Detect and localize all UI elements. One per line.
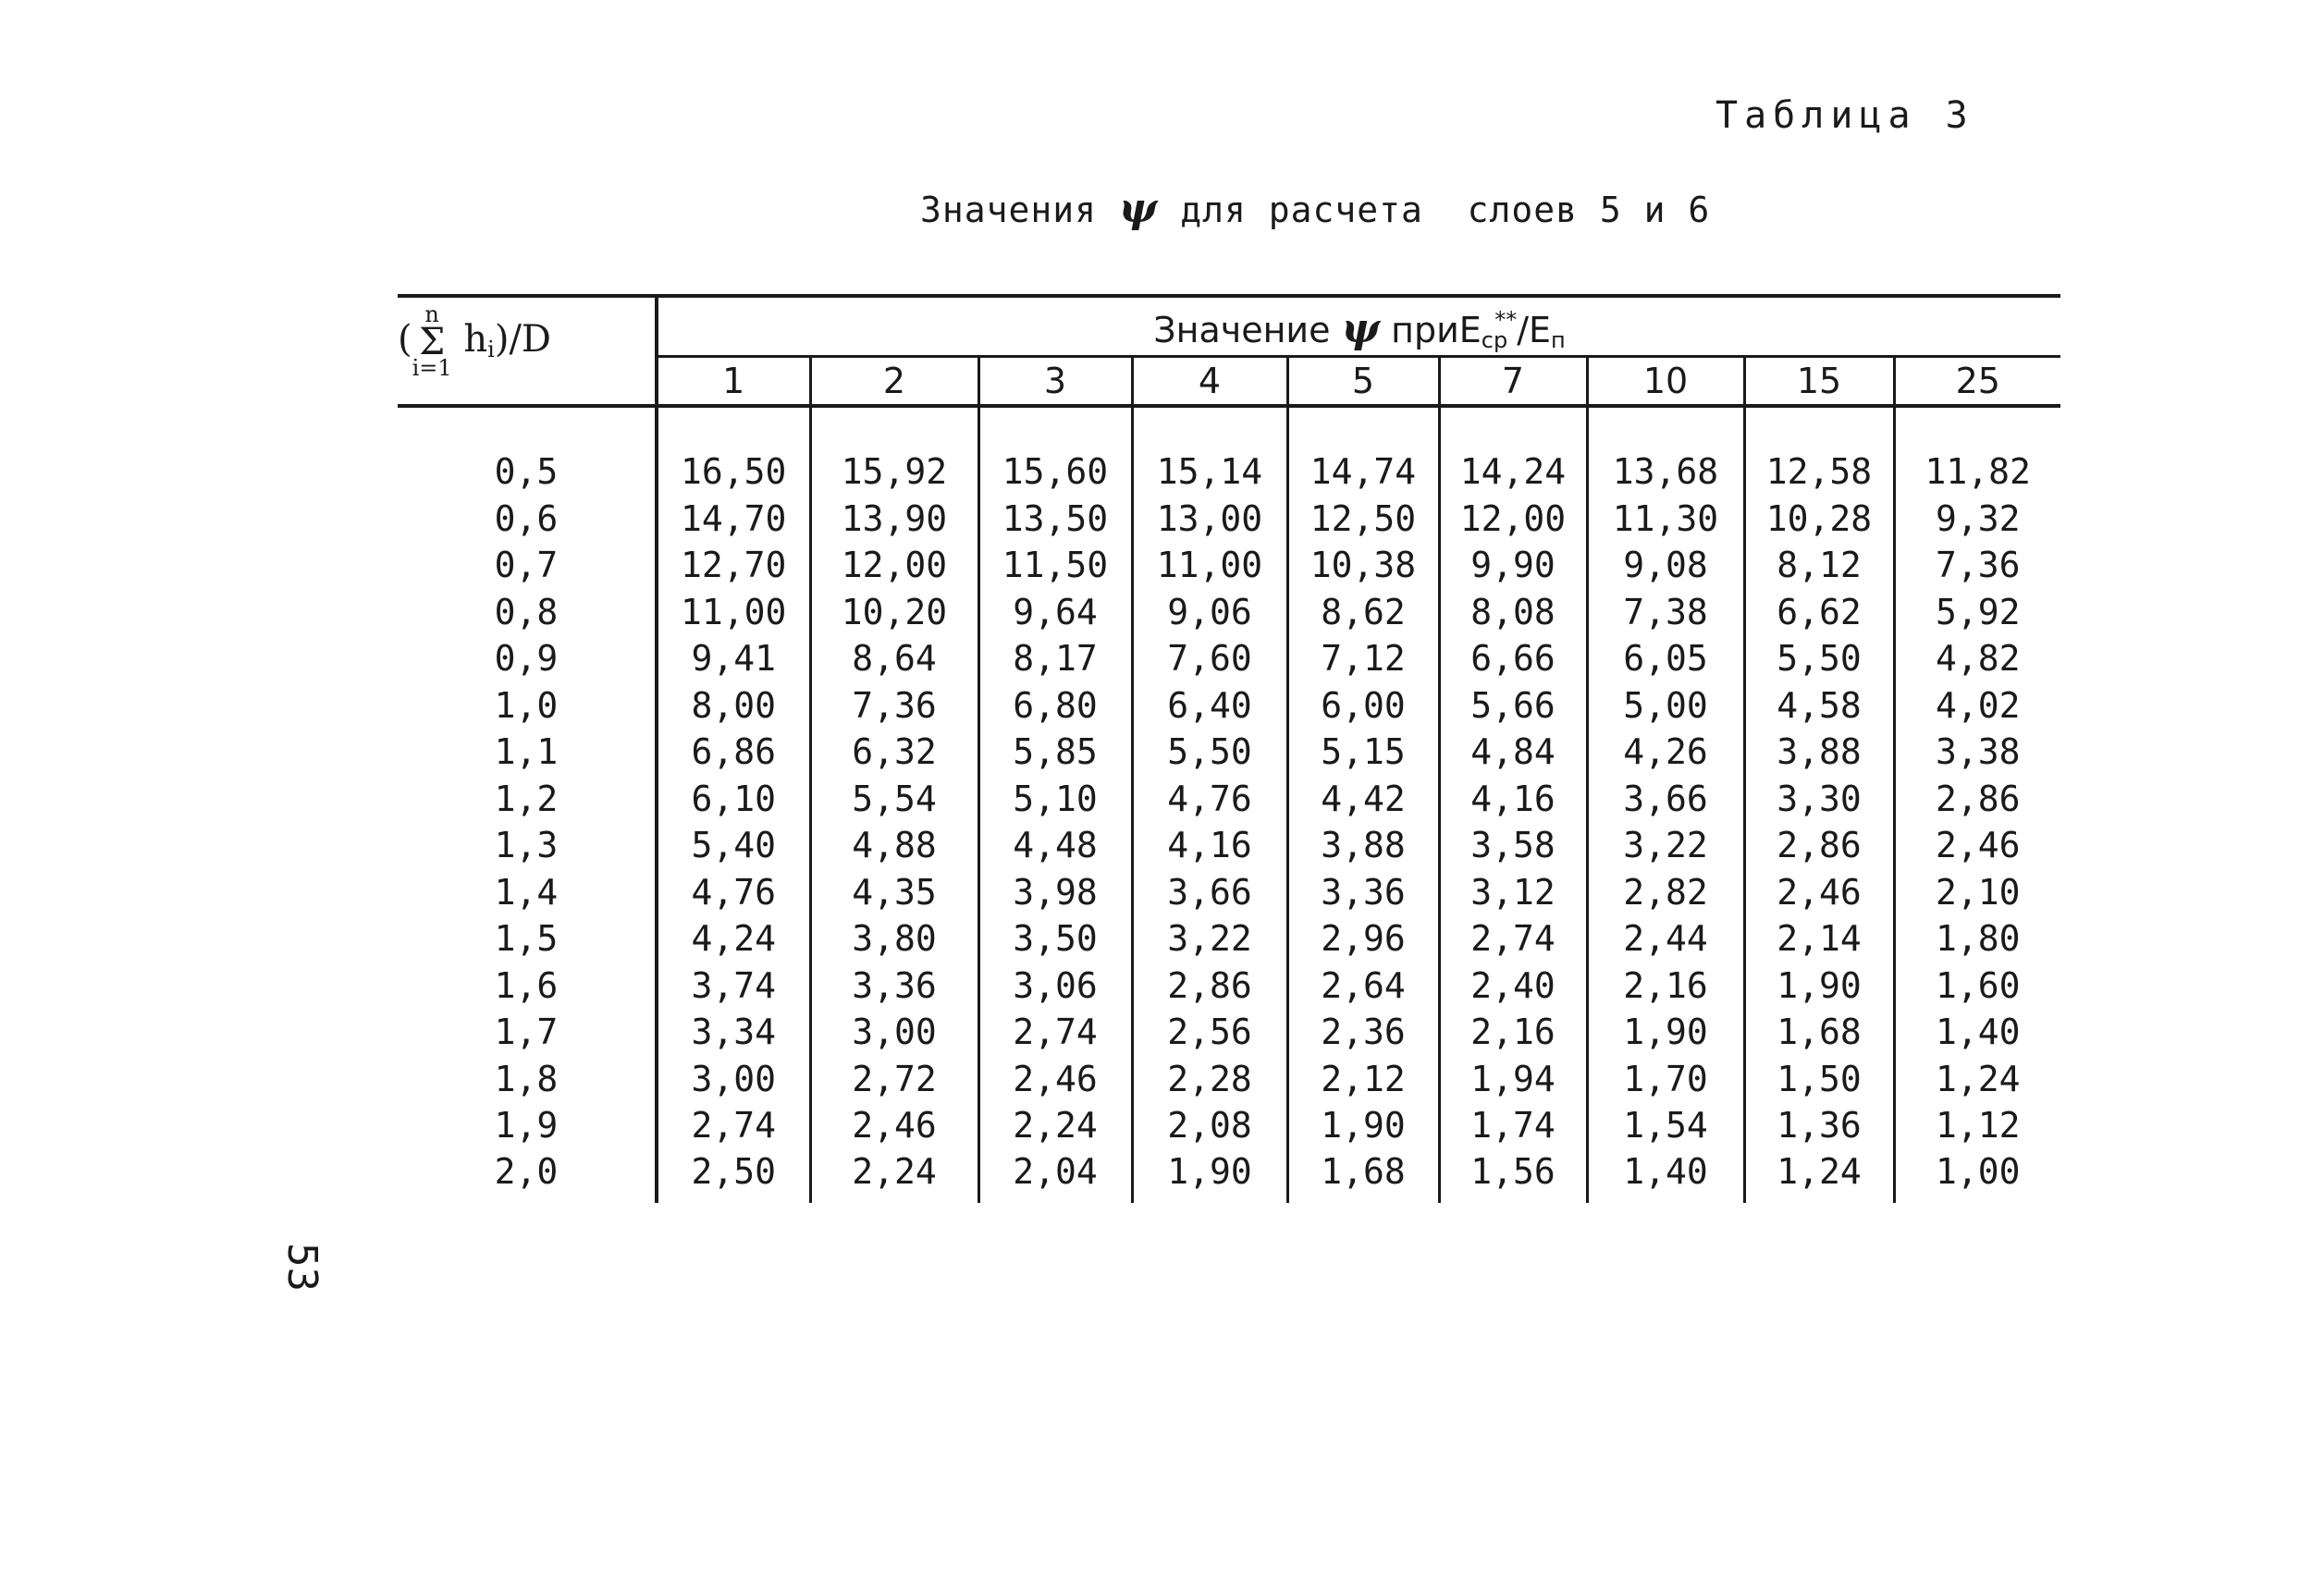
table-cell: 2,74	[1439, 915, 1587, 963]
table-cell: 8,62	[1287, 589, 1439, 636]
page-number: 53	[277, 1243, 326, 1292]
row-key: 1,5	[494, 918, 559, 960]
table-cell: 1,36	[1744, 1102, 1894, 1149]
table-row	[398, 1102, 2060, 1149]
column-header: 25	[1894, 357, 2060, 407]
table-cell: 2,28	[1132, 1056, 1287, 1103]
table-cell: 5,85	[978, 729, 1132, 776]
table-cell: 5,15	[1287, 729, 1439, 776]
stub-header	[398, 296, 657, 406]
table-cell: 2,72	[810, 1056, 978, 1103]
table-cell: 13,00	[1132, 496, 1287, 543]
table-row	[398, 635, 2060, 682]
table-cell: 2,74	[978, 1009, 1132, 1056]
table-cell: 12,00	[810, 542, 978, 589]
table-cell: 6,66	[1439, 635, 1587, 682]
table-cell: 3,22	[1587, 822, 1744, 869]
table-row	[398, 869, 2060, 916]
table-cell: 4,76	[1132, 776, 1287, 823]
table-cell: 11,00	[1132, 542, 1287, 589]
table-cell: 1,90	[1132, 1149, 1287, 1203]
table-cell: 5,54	[810, 776, 978, 823]
table-cell: 2,12	[1287, 1056, 1439, 1103]
group-header	[657, 296, 2060, 357]
table-cell: 3,58	[1439, 822, 1587, 869]
table-row	[398, 589, 2060, 636]
psi-symbol: ψ	[1118, 185, 1159, 232]
table-cell: 4,88	[810, 822, 978, 869]
table-cell: 2,10	[1894, 869, 2060, 916]
row-key: 0,6	[494, 497, 559, 539]
table-row	[398, 822, 2060, 869]
column-header: 7	[1439, 357, 1587, 407]
table-cell: 7,36	[1894, 542, 2060, 589]
table-cell: 8,00	[657, 682, 810, 730]
table-cell: 2,16	[1439, 1009, 1587, 1056]
table-cell: 1,24	[1744, 1149, 1894, 1203]
table-spacer-row	[398, 406, 2060, 448]
table-cell: 2,50	[657, 1149, 810, 1203]
table-cell: 12,58	[1744, 448, 1894, 496]
table-cell: 3,66	[1587, 776, 1744, 823]
table-cell: 4,16	[1439, 776, 1587, 823]
table-cell: 6,00	[1287, 682, 1439, 730]
stub-header-label: ( n Σ i=1 $h_i)/D$	[398, 301, 551, 381]
table-cell: 11,30	[1587, 496, 1744, 543]
group-header-text-before: Значение	[1153, 310, 1331, 350]
table-cell: 10,38	[1287, 542, 1439, 589]
table-cell: 9,64	[978, 589, 1132, 636]
table-cell: 9,90	[1439, 542, 1587, 589]
row-key: 1,6	[494, 964, 559, 1006]
table-cell: 13,50	[978, 496, 1132, 543]
group-header-psi-symbol: ψ	[1341, 305, 1381, 352]
table-cell: 8,12	[1744, 542, 1894, 589]
table-cell: 7,60	[1132, 635, 1287, 682]
table-cell: 1,70	[1587, 1056, 1744, 1103]
table-cell: 2,86	[1744, 822, 1894, 869]
table-cell: 3,74	[657, 963, 810, 1010]
table-cell: 2,86	[1894, 776, 2060, 823]
values-table-wrapper	[398, 294, 2060, 1203]
table-cell: 9,41	[657, 635, 810, 682]
table-cell: 2,24	[810, 1149, 978, 1203]
table-cell: 12,70	[657, 542, 810, 589]
table-cell: 16,50	[657, 448, 810, 496]
table-cell: 10,20	[810, 589, 978, 636]
table-cell: 1,68	[1744, 1009, 1894, 1056]
table-cell: 2,36	[1287, 1009, 1439, 1056]
table-cell: 2,96	[1287, 915, 1439, 963]
row-key: 1,1	[494, 731, 559, 773]
table-cell: 7,12	[1287, 635, 1439, 682]
table-cell: 3,34	[657, 1009, 810, 1056]
table-cell: 11,00	[657, 589, 810, 636]
table-cell: 2,46	[1744, 869, 1894, 916]
column-header: 5	[1287, 357, 1439, 407]
column-header: 15	[1744, 357, 1894, 407]
row-key: 0,8	[494, 591, 559, 632]
table-cell: 4,02	[1894, 682, 2060, 730]
table-cell: 2,46	[1894, 822, 2060, 869]
table-cell: 15,92	[810, 448, 978, 496]
table-cell: 5,00	[1587, 682, 1744, 730]
table-cell: 2,16	[1587, 963, 1744, 1010]
table-cell: 1,80	[1894, 915, 2060, 963]
table-cell: 3,00	[657, 1056, 810, 1103]
table-cell: 2,40	[1439, 963, 1587, 1010]
table-cell: 2,74	[657, 1102, 810, 1149]
table-cell: 2,82	[1587, 869, 1744, 916]
column-header: 3	[978, 357, 1132, 407]
table-cell: 10,28	[1744, 496, 1894, 543]
column-header: 2	[810, 357, 978, 407]
table-cell: 2,24	[978, 1102, 1132, 1149]
table-cell: 13,90	[810, 496, 978, 543]
table-cell: 6,80	[978, 682, 1132, 730]
table-cell: 15,14	[1132, 448, 1287, 496]
table-cell: 12,50	[1287, 496, 1439, 543]
table-cell: 1,90	[1287, 1102, 1439, 1149]
table-cell: 2,46	[978, 1056, 1132, 1103]
table-cell: 1,54	[1587, 1102, 1744, 1149]
values-table	[398, 294, 2060, 1203]
table-cell: 2,56	[1132, 1009, 1287, 1056]
table-cell: 3,36	[810, 963, 978, 1010]
table-cell: 4,84	[1439, 729, 1587, 776]
table-cell: 3,30	[1744, 776, 1894, 823]
column-header: 4	[1132, 357, 1287, 407]
table-cell: 6,40	[1132, 682, 1287, 730]
table-cell: 1,40	[1587, 1149, 1744, 1203]
row-key: 1,4	[494, 871, 559, 913]
table-cell: 7,36	[810, 682, 978, 730]
table-row	[398, 915, 2060, 963]
table-cell: 14,24	[1439, 448, 1587, 496]
column-header: 1	[657, 357, 810, 407]
table-cell: 8,08	[1439, 589, 1587, 636]
table-cell: 3,06	[978, 963, 1132, 1010]
table-cell: 4,58	[1744, 682, 1894, 730]
table-cell: 5,40	[657, 822, 810, 869]
table-cell: 2,08	[1132, 1102, 1287, 1149]
table-cell: 1,90	[1744, 963, 1894, 1010]
table-cell: 3,66	[1132, 869, 1287, 916]
table-row	[398, 542, 2060, 589]
table-cell: 11,50	[978, 542, 1132, 589]
table-cell: 1,12	[1894, 1102, 2060, 1149]
table-cell: 4,82	[1894, 635, 2060, 682]
table-cell: 3,50	[978, 915, 1132, 963]
table-row	[398, 682, 2060, 730]
sum-symbol: Σ	[419, 320, 446, 363]
table-cell: 4,42	[1287, 776, 1439, 823]
table-cell: 2,44	[1587, 915, 1744, 963]
column-header: 10	[1587, 357, 1744, 407]
table-cell: 4,76	[657, 869, 810, 916]
table-row	[398, 1009, 2060, 1056]
table-label: Таблица 3	[1715, 94, 1974, 137]
table-cell: 2,14	[1744, 915, 1894, 963]
row-key: 1,0	[494, 684, 559, 726]
table-caption	[920, 185, 1710, 232]
table-cell: 1,40	[1894, 1009, 2060, 1056]
table-row	[398, 1056, 2060, 1103]
table-cell: 5,10	[978, 776, 1132, 823]
table-cell: 4,35	[810, 869, 978, 916]
table-cell: 4,26	[1587, 729, 1744, 776]
table-cell: 14,70	[657, 496, 810, 543]
table-cell: 12,00	[1439, 496, 1587, 543]
table-cell: 3,88	[1287, 822, 1439, 869]
table-cell: 6,86	[657, 729, 810, 776]
table-cell: 4,16	[1132, 822, 1287, 869]
table-cell: 3,00	[810, 1009, 978, 1056]
table-cell: 3,98	[978, 869, 1132, 916]
row-key: 1,8	[494, 1058, 559, 1099]
table-cell: 8,64	[810, 635, 978, 682]
table-cell: 3,38	[1894, 729, 2060, 776]
table-cell: 5,92	[1894, 589, 2060, 636]
row-key: 2,0	[494, 1150, 559, 1192]
table-row	[398, 963, 2060, 1010]
sum-upper-limit: n	[424, 301, 439, 327]
table-cell: 14,74	[1287, 448, 1439, 496]
table-cell: 1,74	[1439, 1102, 1587, 1149]
table-cell: 1,50	[1744, 1056, 1894, 1103]
table-cell: 3,36	[1287, 869, 1439, 916]
table-cell: 2,46	[810, 1102, 978, 1149]
table-cell: 3,22	[1132, 915, 1287, 963]
table-cell: 5,50	[1744, 635, 1894, 682]
sum-lower-limit: i=1	[412, 354, 452, 381]
table-cell: 1,94	[1439, 1056, 1587, 1103]
table-cell: 2,64	[1287, 963, 1439, 1010]
table-cell: 6,32	[810, 729, 978, 776]
table-cell: 5,50	[1132, 729, 1287, 776]
table-cell: 1,56	[1439, 1149, 1587, 1203]
table-cell: 8,17	[978, 635, 1132, 682]
row-key: 1,2	[494, 778, 559, 819]
table-row	[398, 496, 2060, 543]
table-cell: 15,60	[978, 448, 1132, 496]
table-cell: 1,90	[1587, 1009, 1744, 1056]
table-cell: 5,66	[1439, 682, 1587, 730]
table-row	[398, 448, 2060, 496]
row-key: 1,9	[494, 1105, 559, 1147]
table-cell: 9,08	[1587, 542, 1744, 589]
table-cell: 1,68	[1287, 1149, 1439, 1203]
table-cell: 6,05	[1587, 635, 1744, 682]
table-cell: 13,68	[1587, 448, 1744, 496]
table-cell: 9,32	[1894, 496, 2060, 543]
group-header-text-after: при	[1391, 310, 1459, 350]
table-cell: 9,06	[1132, 589, 1287, 636]
table-cell: 2,86	[1132, 963, 1287, 1010]
row-key: 0,5	[494, 451, 559, 493]
table-cell: 11,82	[1894, 448, 2060, 496]
table-row	[398, 729, 2060, 776]
table-cell: 4,48	[978, 822, 1132, 869]
row-key: 0,9	[494, 638, 559, 680]
table-cell: 2,04	[978, 1149, 1132, 1203]
row-key: 1,3	[494, 825, 559, 866]
table-cell: 1,60	[1894, 963, 2060, 1010]
caption-text-before: Значения	[920, 190, 1098, 230]
ratio-symbol: $E_{ср}^{**}/E_п$	[1458, 307, 1566, 353]
table-cell: 1,00	[1894, 1149, 2060, 1203]
caption-text-after: для расчета слоев 5 и 6	[1180, 190, 1711, 230]
table-cell: 3,80	[810, 915, 978, 963]
table-cell: 6,62	[1744, 589, 1894, 636]
table-cell: 6,10	[657, 776, 810, 823]
table-cell: 7,38	[1587, 589, 1744, 636]
row-key: 1,7	[494, 1012, 559, 1053]
table-cell: 1,24	[1894, 1056, 2060, 1103]
table-row	[398, 1149, 2060, 1203]
table-cell: 4,24	[657, 915, 810, 963]
table-row	[398, 776, 2060, 823]
table-body	[398, 406, 2060, 1203]
table-cell: 3,88	[1744, 729, 1894, 776]
table-cell: 3,12	[1439, 869, 1587, 916]
row-key: 0,7	[494, 545, 559, 586]
